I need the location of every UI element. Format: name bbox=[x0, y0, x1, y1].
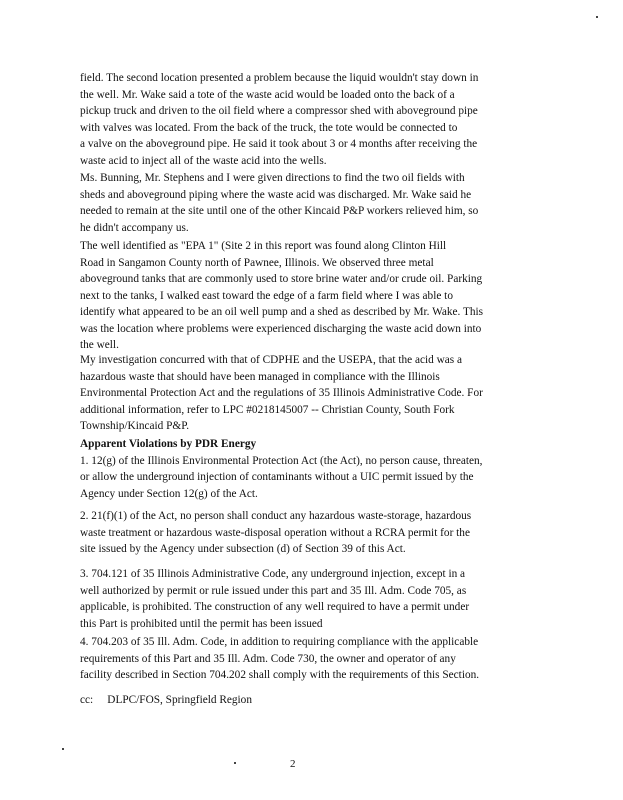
text-line: site issued by the Agency under subsection (d) of Section 39 of this Act. bbox=[80, 543, 406, 555]
text-line: a valve on the aboveground pipe. He said it took about 3 or 4 months after receiving the bbox=[80, 138, 478, 150]
text-line: identify what appeared to be an oil well pump and a shed as described by Mr. Wake. This bbox=[80, 306, 484, 318]
text-line: hazardous waste that should have been managed in compliance with the Illinois bbox=[80, 370, 440, 383]
text-line: was the location where problems were experienced discharging the waste acid down into bbox=[80, 322, 482, 335]
cc-line: cc: DLPC/FOS, Springfield Region bbox=[80, 694, 252, 706]
text-line: 3. 704.121 of 35 Illinois Administrative Code, any underground injection, except in a bbox=[80, 568, 466, 580]
text-line: Agency under Section 12(g) of the Act. bbox=[80, 487, 258, 500]
text-line: requirements of this Part and 35 Ill. Adm. Code 730, the owner and operator of any bbox=[80, 652, 456, 665]
text-line: with valves was located. From the back of the truck, the tote would be connected to bbox=[80, 121, 458, 134]
text-line: waste treatment or hazardous waste-disposal operation without a RCRA permit for the bbox=[80, 526, 470, 539]
violation-item-4 bbox=[80, 634, 566, 684]
text-line: Township/Kincaid P&P. bbox=[80, 420, 190, 432]
scan-speck bbox=[596, 16, 598, 18]
text-line: Ms. Bunning, Mr. Stephens and I were given directions to find the two oil fields with bbox=[80, 172, 465, 184]
section-heading: Apparent Violations by PDR Energy bbox=[80, 438, 257, 450]
text-line: sheds and aboveground piping where the waste acid was discharged. Mr. Wake said he bbox=[80, 188, 472, 201]
text-line: additional information, refer to LPC #0218145007 -- Christian County, South Fork bbox=[80, 403, 455, 416]
page-number: 2 bbox=[290, 758, 296, 770]
text-line: facility described in Section 704.202 shall comply with the requirements of this Section. bbox=[80, 669, 480, 681]
paragraph-investigation bbox=[80, 352, 566, 435]
text-line: Road in Sangamon County north of Pawnee, Illinois. We observed three metal bbox=[80, 256, 434, 269]
text-line: field. The second location presented a problem because the liquid wouldn't stay down in bbox=[80, 72, 479, 84]
text-line: pickup truck and driven to the oil field where a compressor shed with aboveground pipe bbox=[80, 105, 478, 117]
text-line: needed to remain at the site until one of the other Kincaid P&P workers relieved him, so bbox=[80, 205, 479, 217]
text-line: aboveground tanks that are commonly used to store brine water and/or crude oil. Parking bbox=[80, 273, 483, 285]
text-line: well authorized by permit or rule issued under this part and 35 Ill. Adm. Code 705, as bbox=[80, 584, 467, 597]
paragraph-well-location bbox=[80, 238, 566, 354]
text-line: The well identified as "EPA 1" (Site 2 in this report was found along Clinton Hill bbox=[80, 240, 447, 252]
text-line: My investigation concurred with that of CDPHE and the USEPA, that the acid was a bbox=[80, 354, 463, 366]
violation-item-2 bbox=[80, 508, 566, 558]
text-line: next to the tanks, I walked east toward the edge of a farm field where I was able to bbox=[80, 289, 453, 302]
scan-speck bbox=[234, 762, 236, 764]
text-line: 4. 704.203 of 35 Ill. Adm. Code, in addition to requiring compliance with the applicable bbox=[80, 636, 479, 648]
violations-section bbox=[80, 436, 566, 502]
text-line: waste acid to inject all of the waste acid into the wells. bbox=[80, 154, 327, 167]
text-line: this Part is prohibited until the permit has been issued bbox=[80, 617, 323, 630]
text-line: he didn't accompany us. bbox=[80, 221, 189, 234]
text-line: 2. 21(f)(1) of the Act, no person shall conduct any hazardous waste-storage, hazardous bbox=[80, 510, 472, 522]
violation-item-3 bbox=[80, 566, 566, 632]
text-line: 1. 12(g) of the Illinois Environmental Protection Act (the Act), no person cause, threaten, bbox=[80, 454, 483, 467]
text-line: Environmental Protection Act and the regulations of 35 Illinois Administrative Code. For bbox=[80, 387, 483, 399]
text-line: the well. Mr. Wake said a tote of the waste acid would be loaded onto the back of a bbox=[80, 88, 455, 101]
text-line: the well. bbox=[80, 339, 119, 351]
text-line: applicable, is prohibited. The construction of any well required to have a permit under bbox=[80, 601, 470, 613]
text-line: or allow the underground injection of contaminants without a UIC permit issued by the bbox=[80, 471, 474, 483]
scan-speck bbox=[62, 748, 64, 750]
paragraph-waste-acid-injection bbox=[80, 70, 566, 169]
paragraph-directions bbox=[80, 170, 566, 236]
